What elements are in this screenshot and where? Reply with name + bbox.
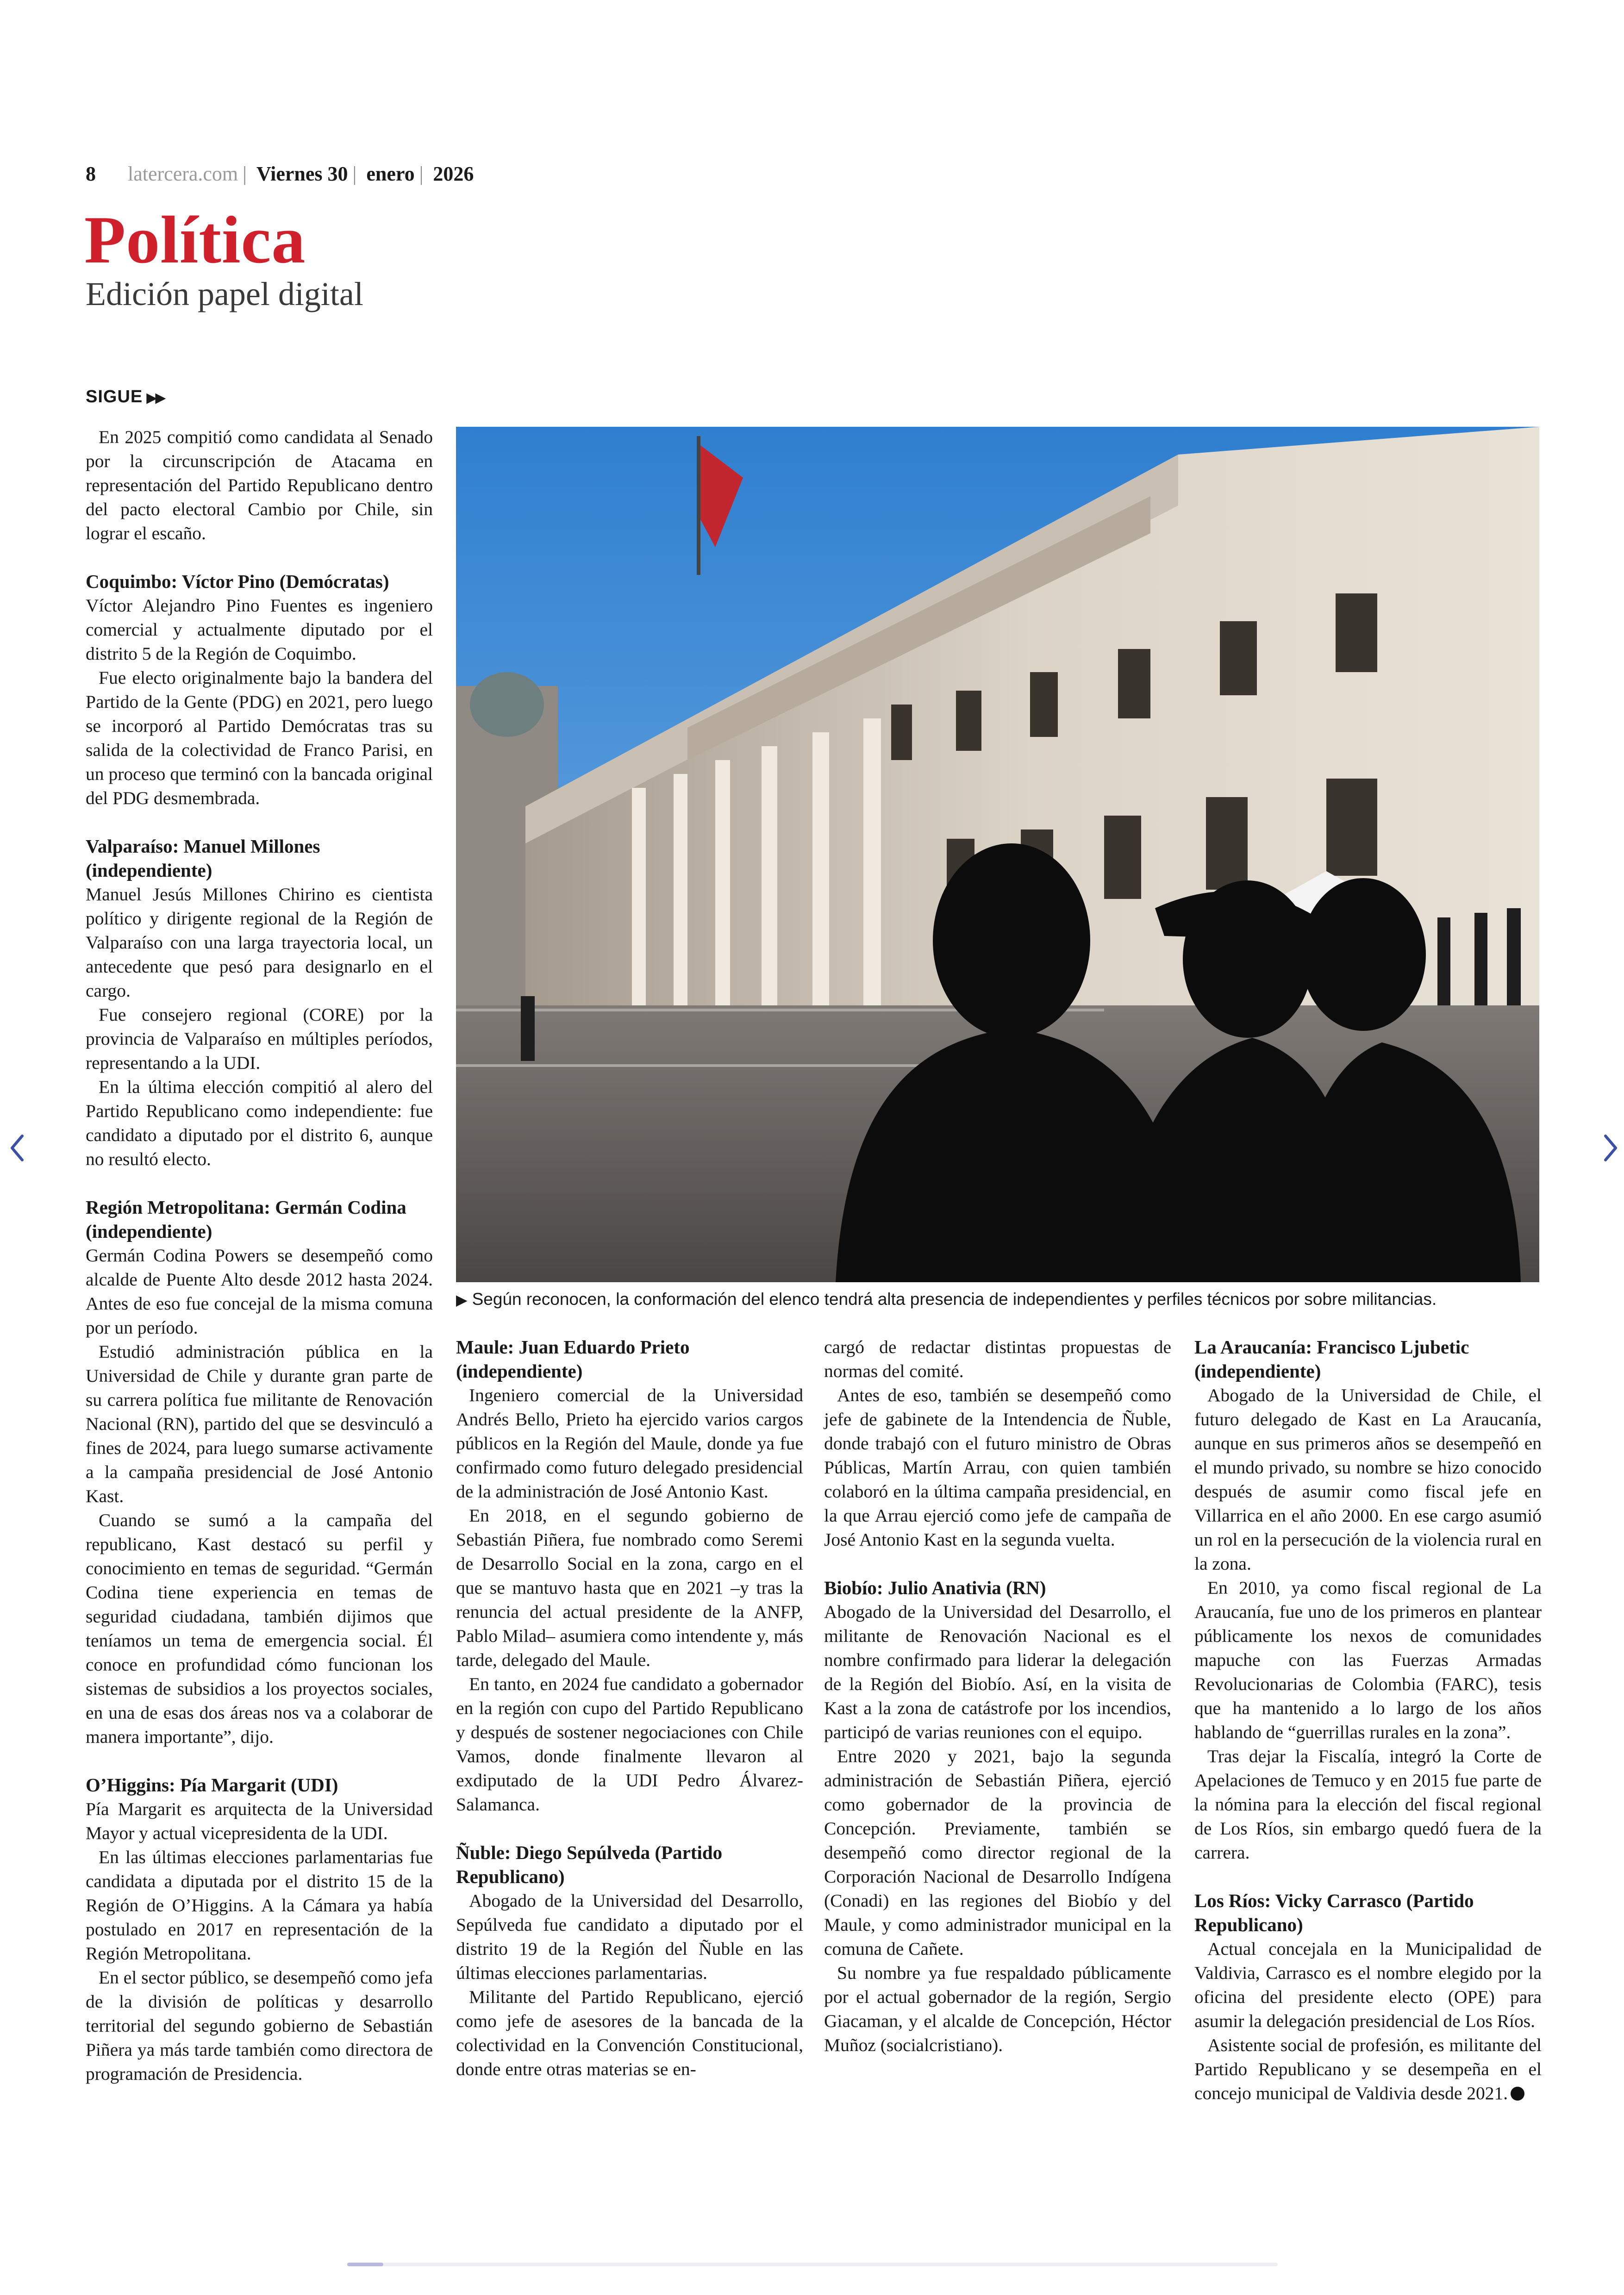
subheading-coquimbo: Coquimbo: Víctor Pino (Demócratas) (86, 571, 389, 592)
subheading-ohiggins: O’Higgins: Pía Margarit (UDI) (86, 1774, 338, 1796)
paragraph: En 2025 compitió como candidata al Senado por la circunscripción de Atacama en representación del Partido Republicano dentro del pacto electoral Cambio por Chile, sin lograr el escaño. (86, 427, 433, 543)
paragraph: Germán Codina Powers se desempeñó como alcalde de Puente Alto desde 2012 hasta 2024. Antes de eso fue concejal de la misma comuna por un período. (86, 1245, 433, 1338)
paragraph: En el sector público, se desempeñó como jefa de la división de políticas y desarrollo territorial del segundo gobierno de Sebastián Piñera ya más tarde también como directora de programación de Presidencia. (86, 1967, 433, 2084)
paragraph: Abogado de la Universidad del Desarrollo, el militante de Renovación Nacional es el nombre confirmado para liderar la delegación de la Región del Biobío. Así, en la visita de Kast a la zona de catástrofe por los incendios, participó de varias reuniones con el equipo. (824, 1602, 1171, 1742)
continue-text: SIGUE (86, 387, 143, 406)
paragraph: Fue consejero regional (CORE) por la provincia de Valparaíso en múltiples períodos, representando a la UDI. (86, 1004, 433, 1073)
article-column-1 (86, 425, 433, 2086)
end-of-article-icon (1511, 2087, 1524, 2101)
issue-meta-line: 8 latercera.com | Viernes 30 | enero | 2026 (86, 162, 474, 185)
double-arrow-icon: ▶▶ (146, 390, 164, 405)
issue-month: enero (366, 162, 415, 185)
previous-page-button[interactable] (4, 1129, 31, 1166)
section-subtitle: Edición papel digital (86, 275, 363, 312)
paragraph: Antes de eso, también se desempeñó como jefe de gabinete de la Intendencia de Ñuble, donde trabajó con el futuro ministro de Obras Públicas, Martín Arrau, con quien también colaboró en la última campaña presidencial, en la que Arrau ejerció como jefe de campaña de José Antonio Kast en la segunda vuelta. (824, 1385, 1171, 1550)
section-title: Política (84, 202, 306, 277)
paragraph: En 2010, ya como fiscal regional de La Araucanía, fue uno de los primeros en plantear públicamente los nexos de comunidades mapuche con las Fuerzas Armadas Revolucionarias de Colombia (FARC), tesis que ha mantenido a lo largo de los años hablando de “guerrillas rurales en la zona”. (1194, 1578, 1542, 1742)
paragraph: Cuando se sumó a la campaña del republicano, Kast destacó su perfil y conocimiento en temas de seguridad. “Germán Codina tiene experiencia en temas de seguridad ciudadana, también dijimos que teníamos un tema de emergencia social. Él conoce en profundidad cómo funcionan los sistemas de subsidios a los proyectos sociales, en una de esas dos áreas nos va a colaborar de manera importante”, dijo. (86, 1510, 433, 1747)
chevron-right-icon (1596, 1129, 1624, 1166)
issue-year: 2026 (433, 162, 474, 185)
photo-caption (456, 1288, 1539, 1311)
issue-day: Viernes 30 (256, 162, 348, 185)
subheading-losrios: Los Ríos: Vicky Carrasco (Partido Republicano) (1194, 1890, 1474, 1935)
page-progress-bar[interactable] (347, 2263, 1278, 2266)
subheading-nuble: Ñuble: Diego Sepúlveda (Partido Republicano) (456, 1842, 723, 1887)
paragraph: Abogado de la Universidad de Chile, el futuro delegado de Kast en La Araucanía, aunque en sus primeros años se desempeñó en el mundo privado, su nombre se hizo conocido después de asumir como fiscal jefe en Villarrica en el año 2000. En ese cargo asumió un rol en la persecución de la violencia rural en la zona. (1194, 1385, 1542, 1574)
subheading-valparaiso: Valparaíso: Manuel Millones (independiente) (86, 836, 320, 881)
caption-text: Según reconocen, la conformación del elenco tendrá alta presencia de independientes y perfiles técnicos por sobre militancias. (472, 1290, 1437, 1309)
paragraph: Fue electo originalmente bajo la bandera del Partido de la Gente (PDG) en 2021, pero luego se incorporó al Partido Demócratas tras su salida de la colectividad de Franco Parisi, en un proceso que terminó con la bancada original del PDG desmembrada. (86, 667, 433, 808)
paragraph (1194, 2033, 1542, 2105)
subheading-metropolitana: Región Metropolitana: Germán Codina (independiente) (86, 1197, 406, 1242)
paragraph: Ingeniero comercial de la Universidad Andrés Bello, Prieto ha ejercido varios cargos públicos en la Región del Maule, donde ya fue confirmado como futuro delegado presidencial de la administración de José Antonio Kast. (456, 1385, 803, 1502)
paragraph: Entre 2020 y 2021, bajo la segunda administración de Sebastián Piñera, ejerció como gobernador de la provincia de Concepción. Previamente, también se desempeñó como director regional de la Corporación Nacional de Desarrollo Indígena (Conadi) en las regiones del Biobío y del Maule, y como administrador municipal en la comuna de Cañete. (824, 1746, 1171, 1959)
paragraph: Tras dejar la Fiscalía, integró la Corte de Apelaciones de Temuco y en 2015 fue parte de la nómina para la elección del fiscal regional de Los Ríos, sin embargo quedó fuera de la carrera. (1194, 1746, 1542, 1863)
article-photo (456, 427, 1539, 1282)
paragraph: Manuel Jesús Millones Chirino es cientista político y dirigente regional de la Región de Valparaíso con una larga trayectoria local, un antecedente que pesó para designarlo en el cargo. (86, 884, 433, 1001)
continue-label (86, 387, 164, 407)
paragraph: Militante del Partido Republicano, ejerció como jefe de asesores de la bancada de la colectividad en la Convención Constitucional, donde entre otras materias se en- (456, 1987, 803, 2079)
paragraph: En 2018, en el segundo gobierno de Sebastián Piñera, fue nombrado como Seremi de Desarrollo Social en la zona, cargo en el que se mantuvo hasta que en 2021 –y tras la renuncia del actual presidente de la ANFP, Pablo Milad– asumiera como intendente y, más tarde, delegado del Maule. (456, 1505, 803, 1670)
paragraph: En tanto, en 2024 fue candidato a gobernador en la región con cupo del Partido Republicano y después de sostener negociaciones con Chile Vamos, donde finalmente llevaron al exdiputado de la UDI Pedro Álvarez-Salamanca. (456, 1674, 803, 1815)
paragraph: Estudió administración pública en la Universidad de Chile y durante gran parte de su carrera política fue militante de Renovación Nacional (RN), partido del que se desvinculó a fines de 2024, para luego sumarse activamente a la campaña presidencial de José Antonio Kast. (86, 1341, 433, 1506)
paragraph: Abogado de la Universidad del Desarrollo, Sepúlveda fue candidato a diputado por el distrito 19 de la Región del Ñuble en las últimas elecciones parlamentarias. (456, 1890, 803, 1983)
paragraph: Actual concejala en la Municipalidad de Valdivia, Carrasco es el nombre elegido por la oficina del presidente electo (OPE) para asumir la delegación presidencial de Los Ríos. (1194, 1939, 1542, 2031)
paragraph: Su nombre ya fue respaldado públicamente por el actual gobernador de la región, Sergio Giacaman, y el alcalde de Concepción, Héctor Muñoz (socialcristiano). (824, 1963, 1171, 2055)
article-column-2 (456, 1335, 803, 2081)
paragraph: cargó de redactar distintas propuestas de normas del comité. (824, 1337, 1171, 1381)
next-page-button[interactable] (1596, 1129, 1624, 1166)
subheading-araucania: La Araucanía: Francisco Ljubetic (independiente) (1194, 1336, 1469, 1382)
page-progress-fill (347, 2263, 383, 2266)
caption-triangle-icon: ▶ (456, 1291, 468, 1308)
subheading-biobio: Biobío: Julio Anativia (RN) (824, 1577, 1046, 1598)
paragraph: En las últimas elecciones parlamentarias fue candidata a diputada por el distrito 15 de la Región de O’Higgins. A la Cámara ya había postulado en 2017 en representación de la Región Metropolitana. (86, 1847, 433, 1964)
subheading-maule: Maule: Juan Eduardo Prieto (independiente) (456, 1336, 690, 1382)
paragraph: En la última elección compitió al alero del Partido Republicano como independiente: fue candidato a diputado por el distrito 6, aunque no resultó electo. (86, 1077, 433, 1169)
page-number: 8 (86, 162, 96, 185)
paragraph: Víctor Alejandro Pino Fuentes es ingeniero comercial y actualmente diputado por el distrito 5 de la Región de Coquimbo. (86, 595, 433, 664)
article-column-4 (1194, 1335, 1542, 2105)
paragraph-text: Asistente social de profesión, es militante del Partido Republicano y se desempeña en el concejo municipal de Valdivia desde 2021. (1194, 2035, 1542, 2103)
chevron-left-icon (4, 1129, 31, 1166)
article-column-3 (824, 1335, 1171, 2057)
paragraph: Pía Margarit es arquitecta de la Universidad Mayor y actual vicepresidenta de la UDI. (86, 1799, 433, 1843)
site-name: latercera.com (128, 162, 238, 185)
